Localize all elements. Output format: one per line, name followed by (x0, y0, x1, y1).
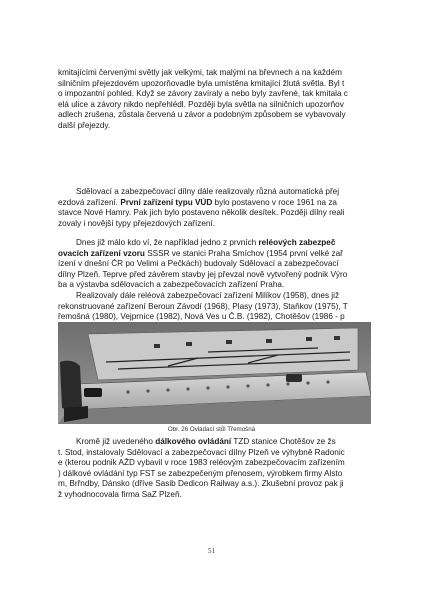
paragraph-remote-control (58, 437, 376, 501)
paragraph-automatic-crossings (58, 187, 376, 229)
bold-phrase: dálkového ovládání (155, 437, 232, 446)
text-line: ovacích zařízení vzoru SSSR ve stanici Praha Smíchov (1954 první velké zař (58, 248, 343, 258)
text-line: ) dálkové ovládání typ FST se zabezpečeným přenosem, výrobkem firmy Alsto (58, 468, 343, 478)
text-line: ízení v dnešní ČR po Velimi a Pečkách) budovaly Sdělovací a zabezpečovací (58, 259, 339, 269)
control-desk-illustration (58, 322, 371, 424)
text-line: ž vyhodnocovala firma SaZ Plzeň. (58, 489, 182, 499)
text-line: Kromě již uvedeného dálkového ovládání TZD stanice Chotěšov ze žs (76, 437, 336, 446)
text-line: kmitajícími červenými světly jak velkými, tak malými na břevnech a na každém (58, 68, 342, 77)
text-line: m, Brřndby, Dánsko (dříve Sasib Dedicon Railway a.s.). Zkušební provoz pak ji (58, 479, 344, 489)
text-line: ezdová zařízení. První zařízení typu VÚD bylo postaveno v roce 1961 na za (58, 197, 337, 207)
text-line: zovaly i novější typy přejezdových zařízení. (58, 218, 215, 228)
text-line: elá ulice a závory nikdo nepřehlédl. Později byla světla na silničních upozorňov (58, 99, 344, 109)
figure-caption: Obr. 26 Ovládací stůl Třemošná (167, 426, 256, 433)
text-line: e (kterou podnik AŽD vybavil v roce 1983 reléovým zabezpečovacím zařízením (58, 458, 345, 468)
text-line: Dnes již málo kdo ví, že například jedno z prvních reléových zabezpeč (76, 238, 336, 247)
text-line: silničním přejezdovém upozorňovadle byla umístěna kmitající žlutá světla. Byl t (58, 78, 345, 88)
text-line: dílny Plzeň. Teprve před závěrem stavby jej převzal nově vytvořený podnik Výro (58, 269, 348, 279)
text-line: další přejezdy. (58, 120, 111, 130)
paragraph-crossing-lights (58, 68, 376, 132)
bold-phrase: První zařízení typu VÚD (120, 197, 213, 207)
bold-phrase: reléových zabezpeč (258, 238, 336, 247)
control-desk-photo (58, 322, 371, 424)
text-line: stavce Nové Hamry. Pak jich bylo postaveno několik desítek. Později dílny reali (58, 208, 345, 218)
text-line: o impozantní pohled. Když se závory zavíraly a nebo byly zavřené, tak kmitala c (58, 89, 348, 99)
text-line: ba a výstavba sdělovacích a zabezpečovacích zařízení Praha. (58, 280, 285, 290)
text-line: Realizovaly dále reléová zabezpečovací zařízení Milíkov (1958), dnes již (76, 290, 340, 300)
text-line: rekonstruované zařízení Beroun Závodí (1968), Plasy (1973), Staňkov (1975), T (58, 301, 348, 311)
bold-phrase: ovacích zařízení vzoru (58, 248, 145, 258)
text-line: adlech zrušena, zůstala červená u závor a podobným způsobem se vybavovaly (58, 110, 346, 120)
text-line: Sdělovací a zabezpečovací dílny dále realizovaly různá automatická přej (76, 187, 340, 196)
text-line: řemošná (1980), Vejprnice (1982), Nová Ves u Č.B. (1982), Chotěšov (1986 - p (58, 312, 345, 322)
page-number: 51 (208, 547, 215, 555)
text-line: t. Stod, instalovaly Sdělovací a zabezpečovací dílny Plzeň ve výhybně Radonic (58, 447, 345, 457)
